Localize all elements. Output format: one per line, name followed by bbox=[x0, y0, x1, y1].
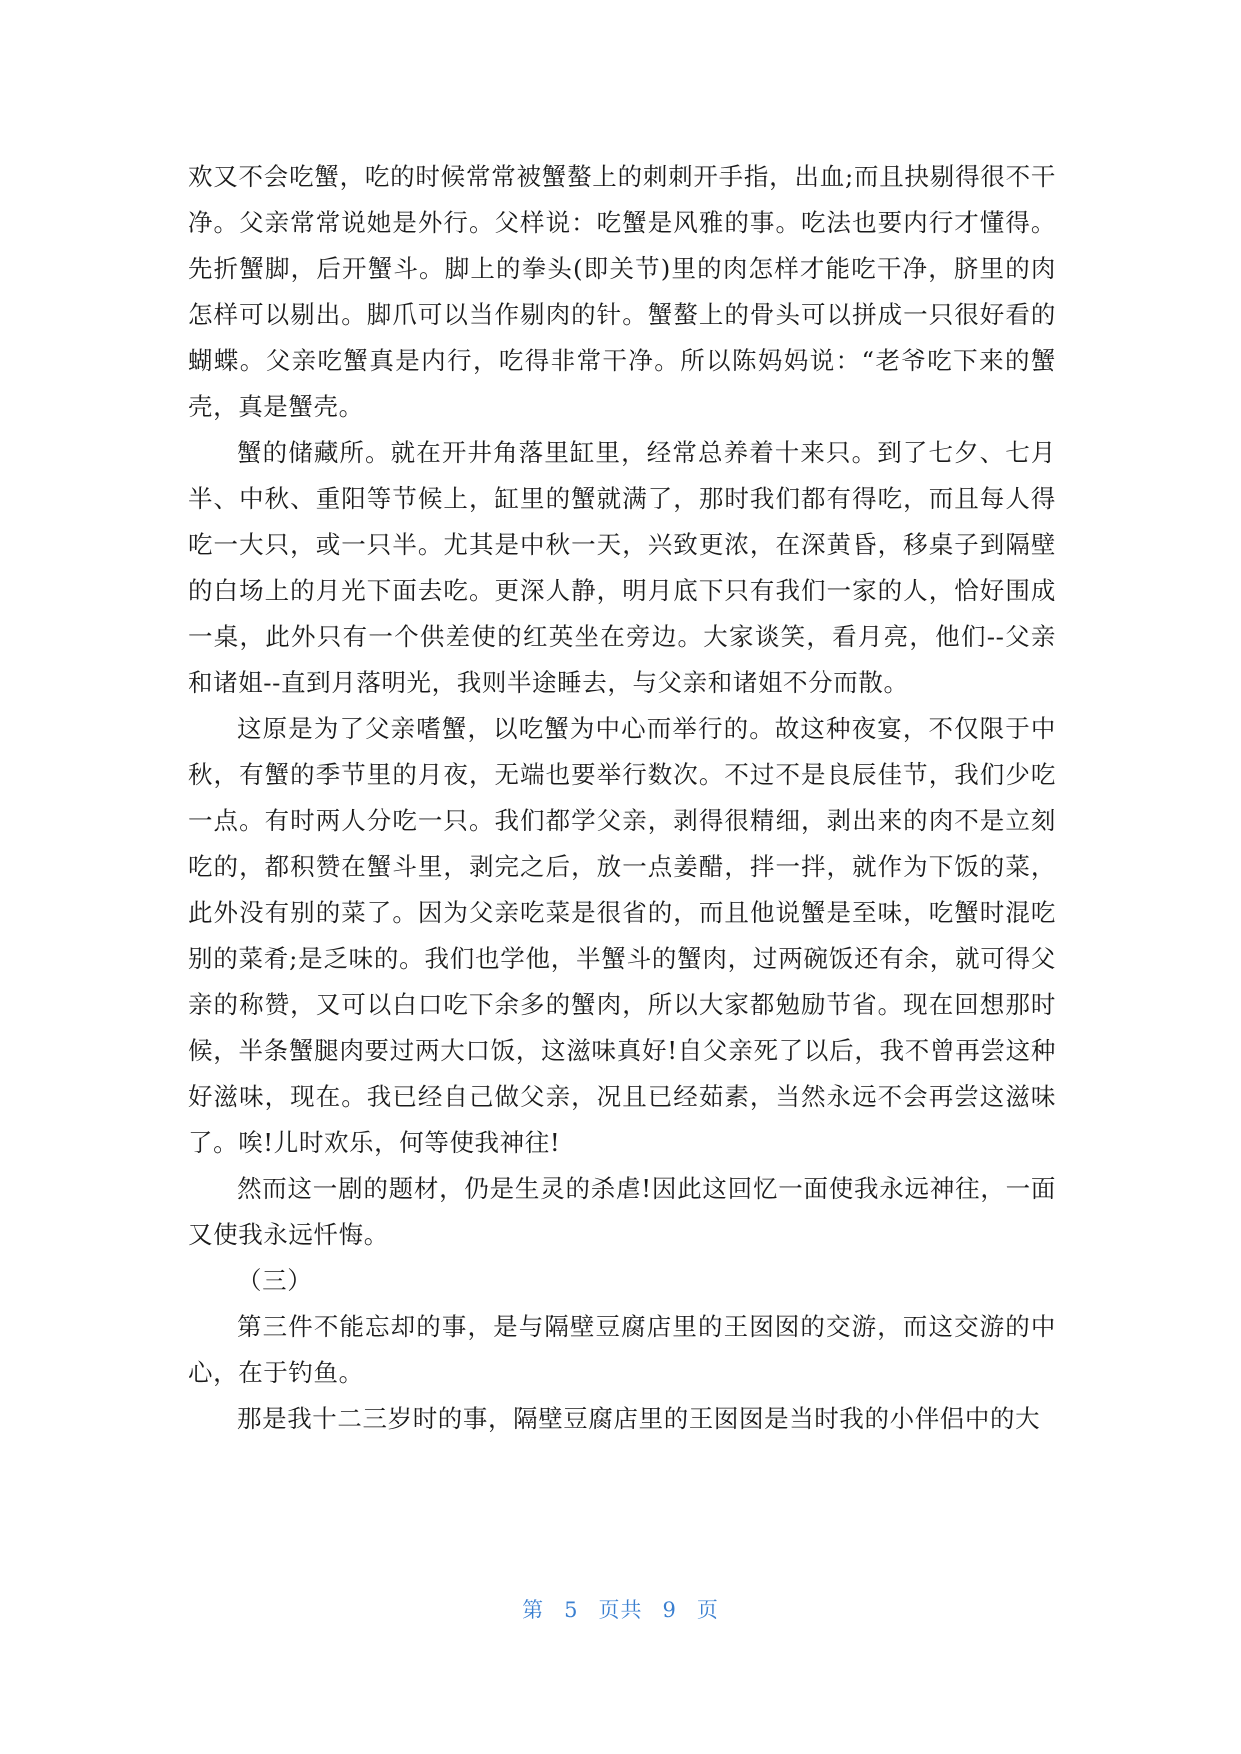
section-heading: （三） bbox=[237, 1266, 313, 1295]
paragraph-4: 然而这一剧的题材，仍是生灵的杀虐!因此这回忆一面使我永远神往，一面又使我永远忏悔。 bbox=[188, 1174, 1056, 1249]
footer-prefix: 第 bbox=[522, 1598, 545, 1622]
body-text bbox=[188, 154, 1056, 1442]
footer-page-number: 5 bbox=[564, 1598, 579, 1622]
paragraph-5: 第三件不能忘却的事，是与隔壁豆腐店里的王囡囡的交游，而这交游的中心，在于钓鱼。 bbox=[188, 1312, 1056, 1387]
page-footer bbox=[0, 1594, 1241, 1624]
paragraph-3: 这原是为了父亲嗜蟹，以吃蟹为中心而举行的。故这种夜宴，不仅限于中秋，有蟹的季节里的月夜，无端也要举行数次。不过不是良辰佳节，我们少吃一点。有时两人分吃一只。我们都学父亲，剥得很精细，剥出来的肉不是立刻吃的，都积赞在蟹斗里，剥完之后，放一点姜醋，拌一拌，就作为下饭的菜，此外没有别的菜了。因为父亲吃菜是很省的，而且他说蟹是至味，吃蟹时混吃别的菜肴;是乏味的。我们也学他，半蟹斗的蟹肉，过两碗饭还有余，就可得父亲的称赞，又可以白口吃下余多的蟹肉，所以大家都勉励节省。现在回想那时候，半条蟹腿肉要过两大口饭，这滋味真好!自父亲死了以后，我不曾再尝这种好滋味，现在。我已经自己做父亲，况且已经茹素，当然永远不会再尝这滋味了。唉!儿时欢乐，何等使我神往! bbox=[188, 714, 1056, 1157]
footer-middle: 页共 bbox=[598, 1598, 643, 1622]
footer-suffix: 页 bbox=[696, 1598, 719, 1622]
paragraph-1: 欢又不会吃蟹，吃的时候常常被蟹螯上的刺刺开手指，出血;而且抉剔得很不干净。父亲常常说她是外行。父样说：吃蟹是风雅的事。吃法也要内行才懂得。先折蟹脚，后开蟹斗。脚上的拳头(即关节)里的肉怎样才能吃干净，脐里的肉怎样可以剔出。脚爪可以当作剔肉的针。蟹螯上的骨头可以拼成一只很好看的蝴蝶。父亲吃蟹真是内行，吃得非常干净。所以陈妈妈说：“老爷吃下来的蟹壳，真是蟹壳。 bbox=[188, 162, 1056, 421]
paragraph-6: 那是我十二三岁时的事，隔壁豆腐店里的王囡囡是当时我的小伴侣中的大 bbox=[237, 1404, 1041, 1433]
paragraph-2: 蟹的储藏所。就在开井角落里缸里，经常总养着十来只。到了七夕、七月半、中秋、重阳等节候上，缸里的蟹就满了，那时我们都有得吃，而且每人得吃一大只，或一只半。尤其是中秋一天，兴致更浓，在深黄昏，移桌子到隔壁的白场上的月光下面去吃。更深人静，明月底下只有我们一家的人，恰好围成一桌，此外只有一个供差使的红英坐在旁边。大家谈笑，看月亮，他们--父亲和诸姐--直到月落明光，我则半途睡去，与父亲和诸姐不分而散。 bbox=[188, 438, 1056, 697]
footer-total-pages: 9 bbox=[662, 1598, 677, 1622]
